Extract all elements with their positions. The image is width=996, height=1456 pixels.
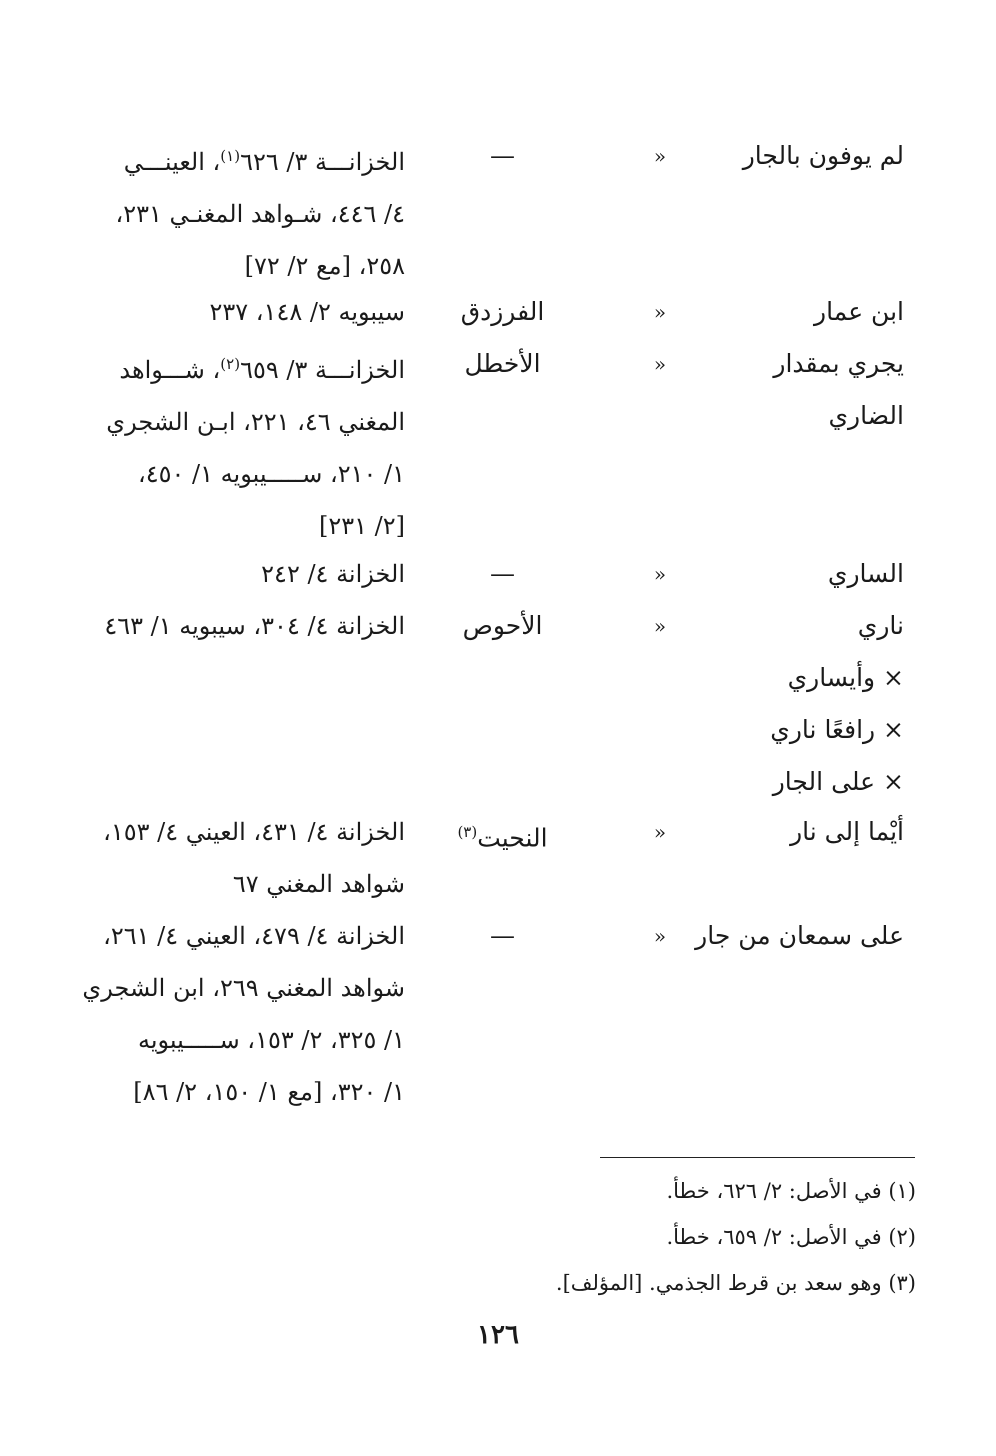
rhyme-word <box>664 286 904 338</box>
sources <box>70 286 405 338</box>
rhyme-word <box>664 548 904 600</box>
source-line: ٢٥٨، [مع ٢/ ٧٢] <box>244 252 405 280</box>
source-line: المغني ٤٦، ٢٢١، ابـن الشجري <box>106 408 405 436</box>
source-line: الخزانة ٤/ ٤٧٩، العيني ٤/ ٢٦١، <box>103 922 405 950</box>
rhyme-word-line: ناري <box>857 611 904 640</box>
source-line: الخزانـــة ٣/ ٦٥٩$^{(٢)}$، شـــواهد <box>119 355 405 384</box>
source-line: ٤/ ٤٤٦، شـواهد المغنـي ٢٣١، <box>115 200 405 228</box>
source-line: ١/ ٣٢٥، ٢/ ١٥٣، ســـــيبويه <box>137 1026 405 1054</box>
ditto-mark: « <box>653 820 667 844</box>
footnote: (٢) في الأصل: ٢/ ٦٥٩، خطأ. <box>666 1225 916 1249</box>
rhyme-word-line: ابن عمار <box>814 297 904 326</box>
source-line: الخزانة ٤/ ٣٠٤، سيبويه ١/ ٤٦٣ <box>104 612 405 640</box>
rhyme-word-line: لم يوفون بالجار <box>742 141 904 170</box>
rhyme-word-line: أيْما إلى نار <box>790 817 904 846</box>
page-number: ١٢٦ <box>477 1320 519 1350</box>
ditto-mark: « <box>653 300 667 324</box>
ditto-mark: « <box>653 924 667 948</box>
sources <box>70 338 405 552</box>
poet-name: — <box>490 921 515 950</box>
poet-name: — <box>490 559 515 588</box>
ditto-mark: « <box>653 614 667 638</box>
footnote-ref: (٣) <box>457 823 478 841</box>
source-line: ١/ ٢١٠، ســـــيبويه ١/ ٤٥٠، <box>137 460 405 488</box>
rhyme-word <box>664 910 904 962</box>
rhyme-word <box>664 338 904 442</box>
rhyme-word <box>664 600 904 808</box>
footnote-ref: (١) <box>220 147 241 165</box>
rhyme-word <box>664 806 904 858</box>
rhyme-word-line: × رافعًا ناري <box>770 715 904 744</box>
source-line: ١/ ٣٢٠، [مع ١/ ١٥٠، ٢/ ٨٦] <box>133 1078 405 1106</box>
source-line: شواهد المغني ٦٧ <box>232 870 405 898</box>
rhyme-word-line: على سمعان من جار <box>695 921 904 950</box>
poet-name: الأخطل <box>464 349 541 378</box>
footnote-ref: (٢) <box>220 355 241 373</box>
footnote: (٣) وهو سعد بن قرط الجذمي. [المؤلف]. <box>555 1271 916 1295</box>
sources <box>70 910 405 1118</box>
source-line: الخزانة ٤/ ٢٤٢ <box>261 560 405 588</box>
footnote: (١) في الأصل: ٢/ ٦٢٦، خطأ. <box>666 1179 916 1203</box>
ditto-mark: « <box>653 562 667 586</box>
source-line: الخزانـــة ٣/ ٦٢٦$^{(١)}$، العينـــي <box>123 147 405 176</box>
sources <box>70 806 405 910</box>
sources <box>70 548 405 600</box>
poet-name: — <box>490 141 515 170</box>
rhyme-word-line: × على الجار <box>772 767 904 796</box>
source-line: [٢/ ٢٣١] <box>318 512 405 540</box>
source-line: سيبويه ٢/ ١٤٨، ٢٣٧ <box>209 298 405 326</box>
source-line: الخزانة ٤/ ٤٣١، العيني ٤/ ١٥٣، <box>103 818 405 846</box>
rhyme-word-line: الضاري <box>828 401 904 430</box>
footnotes <box>486 1168 916 1306</box>
rhyme-word-line: يجري بمقدار <box>773 349 904 378</box>
poet-name: الأحوص <box>462 611 543 640</box>
source-line: شواهد المغني ٢٦٩، ابن الشجري <box>82 974 405 1002</box>
sources <box>70 600 405 652</box>
rhyme-word-line: الساري <box>827 559 904 588</box>
poet-name: الفرزدق <box>460 297 545 326</box>
sources <box>70 130 405 292</box>
poet-name: النحيت$^{(٣)}$ <box>457 823 548 853</box>
ditto-mark: « <box>653 144 667 168</box>
rhyme-word <box>664 130 904 182</box>
footnote-divider <box>600 1157 915 1158</box>
ditto-mark: « <box>653 352 667 376</box>
rhyme-word-line: × وأيساري <box>787 663 904 692</box>
